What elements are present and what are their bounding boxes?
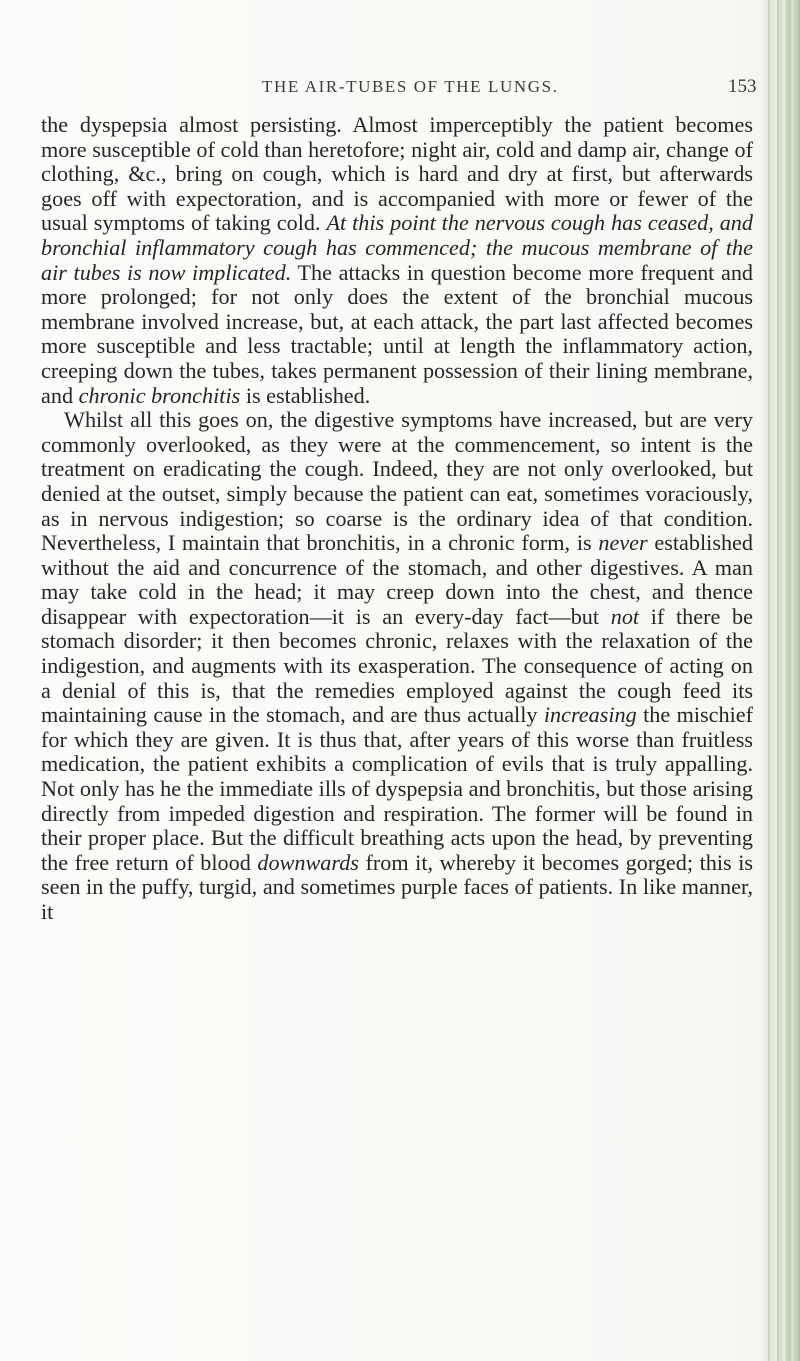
body-text: [41, 113, 753, 925]
edge-stripe: [777, 0, 779, 1361]
text-run: from it, whereby it becomes gorged; this is seen in the puffy, turgid, and sometimes purple faces of patients. In like manner, it: [41, 849, 754, 924]
text-run: Whilst all this goes on, the digestive symptoms have increased, but are very commonly overlooked, as they were at the commencement, so intent is the treatment on eradicating the cough. Indeed, they are not only overlooked, but denied at the outset, simply because the patient can eat, sometimes voraciously, as in nervous indigestion; so coarse is the ordinary idea of that condition. Nevertheless, I maintain that bronchitis, in a chronic form, is: [41, 407, 753, 556]
italic-run: At this point the nervous cough has ceased, and bronchial inflammatory cough has commenced; the mucous membrane of the air tubes is now implicated.: [41, 210, 753, 285]
text-run: if there be stomach disorder; it then becomes chronic, relaxes with the relaxation of the indigestion, and augments with its exasperation. The consequence of acting on a denial of this is, that the remedies employed against the cough feed its maintaining cause in the stomach, and are thus actually: [41, 603, 753, 728]
edge-stripe: [786, 0, 788, 1361]
text-run: the dyspepsia almost persisting. Almost imperceptibly the patient becomes more susceptible of cold than heretofore; night air, cold and damp air, change of clothing, &c., bring on cough, which is hard and dry at first, but afterwards goes off with expectoration, and is accompanied with more or fewer of the usual symptoms of taking cold.: [41, 112, 753, 236]
text-run: established without the aid and concurrence of the stomach, and other digestives. A man may take cold in the head; it may creep down into the chest, and thence disappear with expectoration—it is an every-day fact—but: [41, 530, 753, 629]
page-edge-shadow: [762, 0, 800, 1361]
edge-stripe: [768, 0, 770, 1361]
paragraph-2: [41, 408, 753, 924]
italic-run: not: [610, 603, 640, 629]
running-title: THE AIR-TUBES OF THE LUNGS.: [262, 77, 559, 96]
italic-run: downwards: [257, 849, 359, 875]
edge-stripe: [794, 0, 796, 1361]
italic-run: chronic bronchitis: [78, 382, 241, 408]
italic-run: increasing: [543, 702, 637, 728]
text-run: The attacks in question become more frequent and more prolonged; for not only does the extent of the bronchial mucous membrane involved increase, but, at each attack, the part last affected becomes more susceptible and less tractable; until at length the inflammatory action, creeping down the tubes, takes permanent possession of their lining membrane, and: [41, 259, 754, 408]
italic-run: never: [598, 530, 648, 556]
text-run: the mischief for which they are given. It is thus that, after years of this worse than fruitless medication, the patient exhibits a complication of evils that is truly appalling. Not only has he the immediate ills of dyspepsia and bronchitis, but those arising directly from impeded digestion and respiration. The former will be found in their proper place. But the difficult breathing acts upon the head, by preventing the free return of blood: [41, 702, 753, 875]
page-number: 153: [728, 76, 757, 97]
paragraph-1: [41, 113, 753, 408]
text-run: is established.: [240, 382, 371, 408]
